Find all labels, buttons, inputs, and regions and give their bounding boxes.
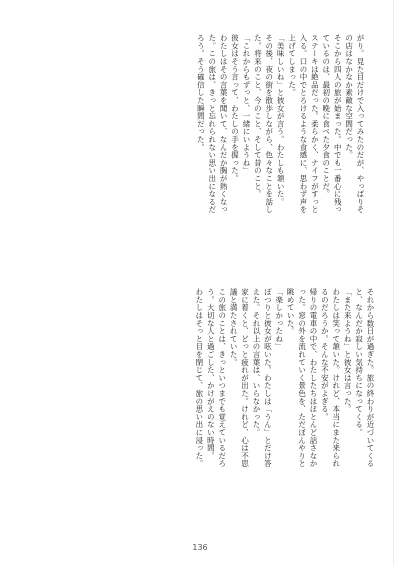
text-line: 「また来ようね」と彼女は言った。 — [343, 288, 353, 413]
page-edge-line — [393, 0, 394, 566]
text-line: ぽつりと彼女が呟いた。わたしは「うん」とだけ答 — [263, 288, 273, 468]
lower-text-block — [36, 288, 376, 500]
page-number: 136 — [192, 543, 208, 552]
text-line: わたしは笑って頷いた。けれど、本当にまた来られ — [331, 288, 341, 468]
text-line: った。窓の外を流れていく景色を、ただぼんやりと — [297, 288, 307, 468]
text-line: 議と満たされていた。 — [229, 288, 239, 366]
text-line: そこから四人の旅が始まった。中でも一番心に残っ — [333, 34, 343, 214]
text-line: ステーキは絶品だった。柔らかく、ナイフがすっと — [310, 34, 320, 214]
text-line: この旅のことは、きっといつまでも覚えているだろ — [217, 288, 227, 468]
text-line: それから数日が過ぎた。旅の終わりが近づいてくる — [366, 288, 375, 468]
text-line: その後、夜の街を散歩しながら、色々なことを話し — [264, 34, 274, 214]
text-line: う。大切な人と過ごした、かけがえのない時間。 — [206, 288, 216, 460]
text-line: の店はなかなか素敵な空間だった。 — [344, 34, 354, 159]
text-line: ろう。そう確信した瞬間だった。 — [196, 34, 206, 151]
text-line: 彼女はそう言って、わたしの手を握った。 — [230, 34, 240, 183]
text-line: た。将来のこと、今のこと、そして昔のこと。 — [253, 34, 263, 198]
text-line: 「楽しかったね」 — [274, 288, 284, 351]
text-line: 「これからもずっと、一緒にいようね」 — [241, 34, 251, 175]
text-line: がり。見た目だけで入ってみたのだが、やっぱりそ — [356, 34, 365, 214]
text-line: えた。それ以上の言葉は、いらなかった。 — [251, 288, 261, 437]
text-line: るのだろうか。そんな不安がよぎる。 — [320, 288, 330, 421]
text-line: わたしはそっと目を閉じて、旅の思い出に浸った。 — [194, 288, 204, 468]
upper-text-block — [40, 34, 366, 246]
text-line: 入る。口の中でとろけるような食感に、思わず声を — [298, 34, 308, 214]
text-line: 家に着くと、どっと疲れが出た。けれど、心は不思 — [240, 288, 250, 468]
text-line: 眺めていた。 — [286, 288, 296, 335]
text-line: 上げてしまった。 — [287, 34, 297, 97]
text-line: 「美味しいね」と彼女が言う。わたしも頷いた。 — [276, 34, 286, 206]
text-line: わたしはその言葉を聞いて、なんだか胸が熱くなっ — [219, 34, 229, 214]
text-line: た。この旅は、きっと忘れられない思い出になるだ — [207, 34, 217, 214]
text-line: と、なんだか寂しい気持ちになってくる。 — [354, 288, 364, 437]
text-line: 帰りの電車の中で、わたしたちはほとんど話さなか — [308, 288, 318, 468]
text-line: ているのは、最初の晩に食べた夕食のことだ。 — [321, 34, 331, 198]
